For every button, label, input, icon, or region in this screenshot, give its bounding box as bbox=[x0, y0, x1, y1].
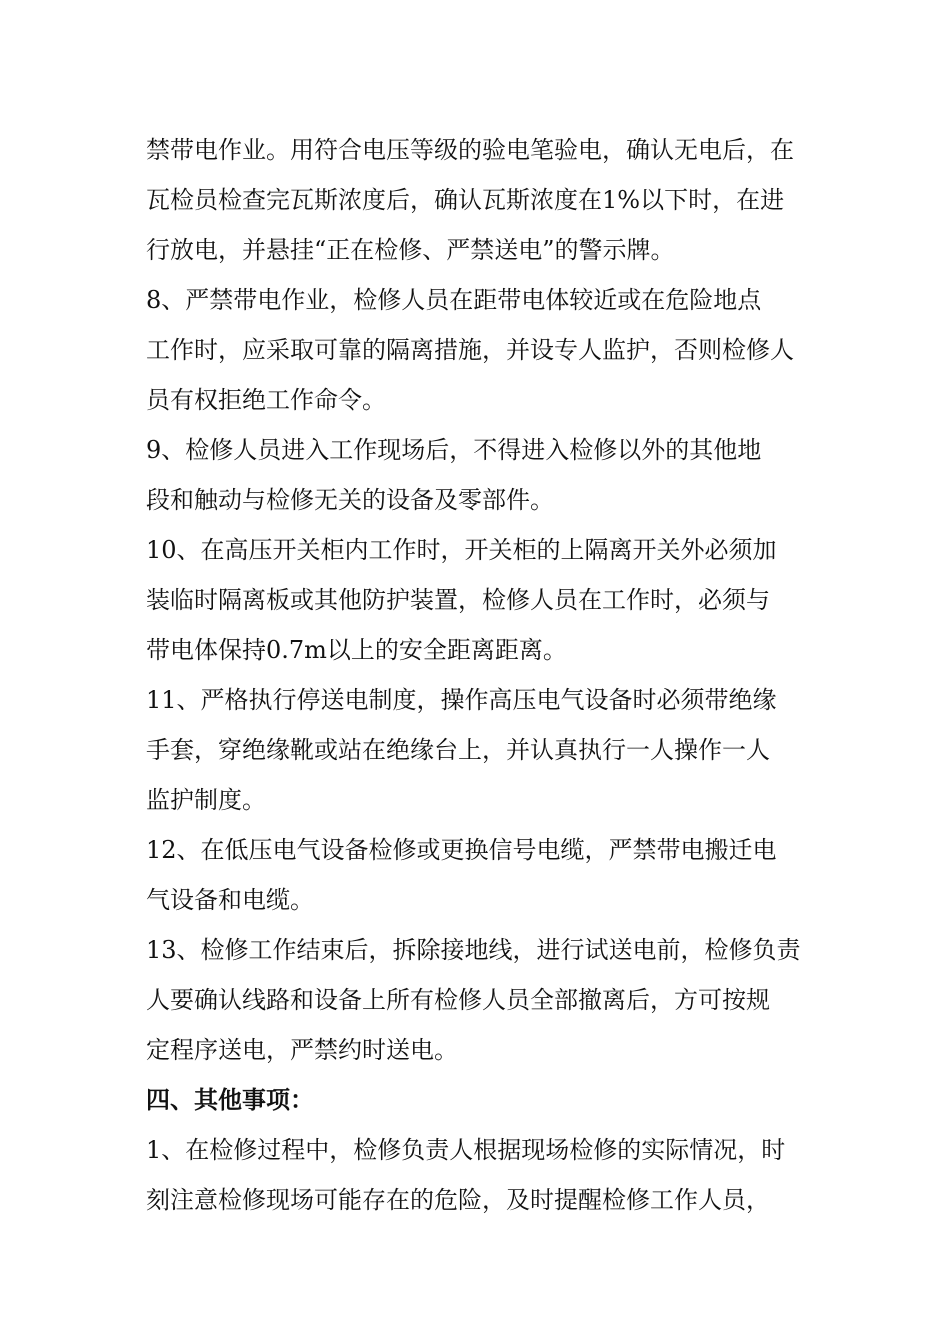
text-line: 9、检修人员进入工作现场后，不得进入检修以外的其他地 bbox=[146, 436, 762, 464]
text-line: 12、在低压电气设备检修或更换信号电缆，严禁带电搬迁电 bbox=[146, 836, 777, 864]
text-line: 13、检修工作结束后，拆除接地线，进行试送电前，检修负责 bbox=[146, 936, 801, 964]
text-line: 定程序送电，严禁约时送电。 bbox=[146, 1036, 458, 1064]
text-line: 行放电，并悬挂“正在检修、严禁送电”的警示牌。 bbox=[146, 236, 675, 264]
text-line: 工作时，应采取可靠的隔离措施，并设专人监护，否则检修人 bbox=[146, 336, 794, 364]
text-line: 瓦检员检查完瓦斯浓度后，确认瓦斯浓度在1%以下时，在进 bbox=[146, 186, 785, 214]
text-line: 监护制度。 bbox=[146, 786, 266, 814]
text-line: 10、在高压开关柜内工作时，开关柜的上隔离开关外必须加 bbox=[146, 536, 777, 564]
text-line: 带电体保持0.7m以上的安全距离距离。 bbox=[146, 636, 567, 664]
text-line: 刻注意检修现场可能存在的危险，及时提醒检修工作人员， bbox=[146, 1186, 770, 1214]
text-line: 1、在检修过程中，检修负责人根据现场检修的实际情况，时 bbox=[146, 1136, 786, 1164]
text-line: 段和触动与检修无关的设备及零部件。 bbox=[146, 486, 554, 514]
text-line: 手套，穿绝缘靴或站在绝缘台上，并认真执行一人操作一人 bbox=[146, 736, 770, 764]
text-line: 装临时隔离板或其他防护装置，检修人员在工作时，必须与 bbox=[146, 586, 770, 614]
text-line: 人要确认线路和设备上所有检修人员全部撤离后，方可按规 bbox=[146, 986, 770, 1014]
text-line: 11、严格执行停送电制度，操作高压电气设备时必须带绝缘 bbox=[146, 686, 777, 714]
text-line: 8、严禁带电作业，检修人员在距带电体较近或在危险地点 bbox=[146, 286, 762, 314]
text-line: 员有权拒绝工作命令。 bbox=[146, 386, 386, 414]
text-line: 气设备和电缆。 bbox=[146, 886, 314, 914]
section-heading: 四、其他事项： bbox=[146, 1085, 314, 1114]
text-line: 禁带电作业。用符合电压等级的验电笔验电，确认无电后，在 bbox=[146, 136, 794, 164]
